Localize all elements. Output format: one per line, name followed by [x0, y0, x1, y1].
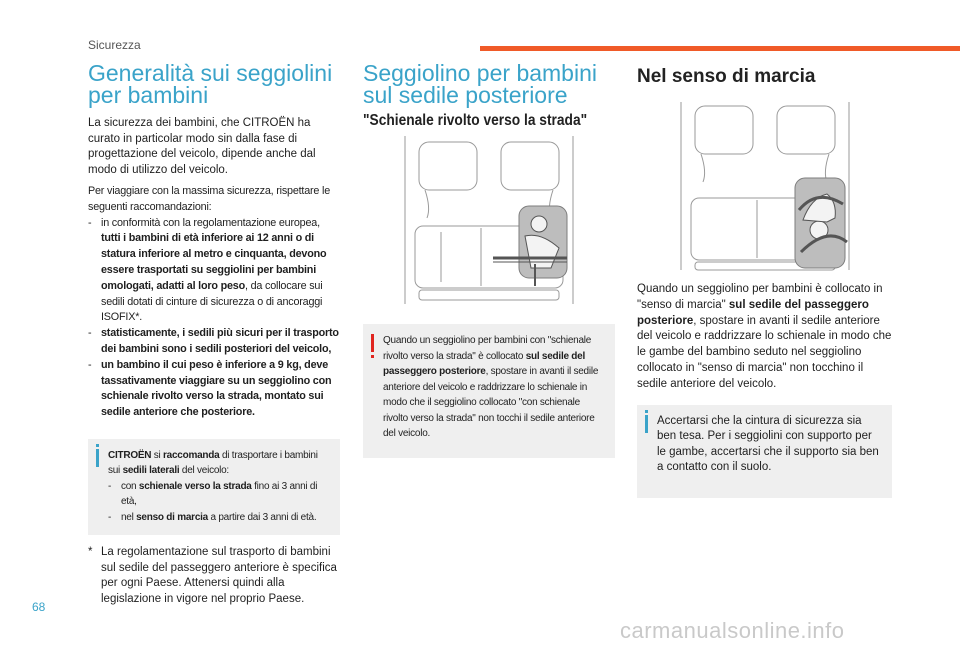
recommendations-lead: Per viaggiare con la massima sicurezza, rispettare le seguenti raccomandazioni: [88, 185, 331, 213]
section-label: Sicurezza [88, 38, 141, 52]
subheading-rear-facing: "Schienale rivolto verso la strada" [363, 112, 588, 129]
info-icon [96, 449, 99, 467]
info-icon [645, 415, 648, 433]
watermark: carmanualsonline.info [620, 618, 845, 643]
column-forward-facing [637, 62, 892, 498]
footnote: * La regolamentazione sul trasporto di bambini sul sedile del passeggero anteriore è specifica per ogni Paese. Attenersi quindi alla legislazione in vigore nel proprio Paese. [88, 546, 337, 605]
recommendation-item: - un bambino il cui peso è inferiore a 9 kg, deve tassativamente viaggiare su un seggiolino con schienale rivolto verso la strada, montato sui sedile anteriore che posteriore. [88, 358, 332, 419]
warning-box [363, 324, 615, 458]
heading-rear-seat: Seggiolino per bambini sul sedile posteriore [363, 60, 597, 108]
info-note-item: - con schienale verso la strada fino ai 3 anni di età, [108, 480, 318, 508]
warning-text: Quando un seggiolino per bambini con "schienale rivolto verso la strada" è collocato sul sedile del passeggero posteriore, spostare in avanti il sedile anteriore del veicolo e raddrizzare lo schienale in modo che il seggiolino collocato "con schienale rivolto verso la strada" non tocchi il sedile anteriore del veicolo. [383, 335, 599, 439]
recommendation-item: - statisticamente, i sedili più sicuri per il trasporto dei bambini sono i sedili posteriori del veicolo, [88, 327, 339, 355]
warning-icon [371, 334, 374, 352]
tip-box [637, 405, 892, 498]
heading-general-info: Generalità sui seggiolini per bambini [88, 60, 333, 108]
forward-facing-child-seat-illustration-icon [677, 102, 853, 274]
info-note-item: - nel senso di marcia a partire dai 3 anni di età. [108, 511, 317, 523]
page-number: 68 [32, 600, 46, 614]
column-general-info [88, 62, 340, 607]
rear-facing-child-seat-illustration-icon [401, 136, 577, 308]
recommendation-item: - in conformità con la regolamentazione europea, tutti i bambini di età inferiore ai 12 anni o di statura inferiore al metro e cinquanta, devono essere trasportati su seggiolini per bambini omologati, adatti al loro peso, da collocare sui sedili dotati di cinture di sicurezza o di ancoraggi ISOFIX*. [88, 216, 327, 324]
forward-facing-paragraph: Quando un seggiolino per bambini è collocato in "senso di marcia" sul sedile del passeggero posteriore, spostare in avanti il sedile anteriore del veicolo e raddrizzare lo schienale in modo che le gambe del bambino seduto nel seggiolino collocato in "senso di marcia" non tocchino il sedile anteriore del veicolo. [637, 283, 892, 390]
tip-text: Accertarsi che la cintura di sicurezza sia ben tesa. Per i seggiolini con supporto per le gambe, accertarsi che il supporto sia ben a contatto con il suolo. [657, 414, 879, 474]
info-note-box [88, 439, 340, 536]
intro-paragraph: La sicurezza dei bambini, che CITROËN ha curato in particolar modo sin dalla fase di progettazione del veicolo, dipende anche dal modo di utilizzo del veicolo. [88, 117, 316, 176]
column-rear-seat [363, 62, 615, 458]
info-note-text: CITROËN si raccomanda di trasportare i bambini sui sedili laterali del veicolo: [108, 449, 318, 477]
heading-forward-facing: Nel senso di marcia [637, 66, 816, 87]
header-accent-rule [480, 46, 960, 51]
